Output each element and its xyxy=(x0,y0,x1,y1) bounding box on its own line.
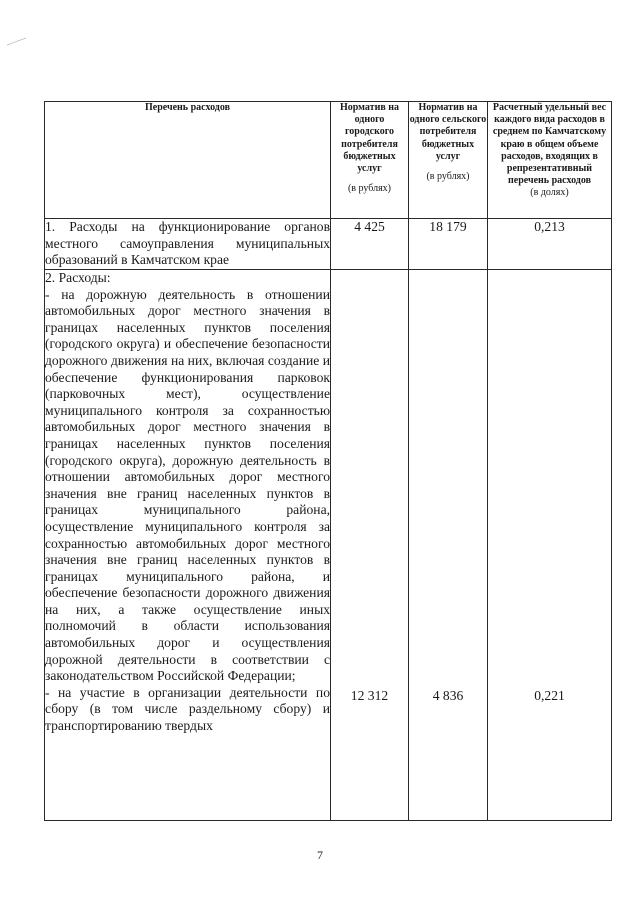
row-2-share-cell xyxy=(488,270,612,821)
header-share-text: Расчетный удельный вес каждого вида расходов в среднем по Камчатскому краю в общем объеме расходов, входящих в репрезентативный перечень расходов xyxy=(492,102,607,187)
header-share xyxy=(488,102,612,219)
header-expense-list: Перечень расходов xyxy=(45,102,331,219)
header-rural-unit: (в рублях) xyxy=(426,171,470,183)
table-row xyxy=(45,270,612,821)
scan-scratch-mark xyxy=(6,36,28,46)
page-number: 7 xyxy=(317,848,323,862)
header-rural-norm xyxy=(409,102,488,219)
row-1-share: 0,213 xyxy=(488,219,612,270)
header-share-unit: (в долях) xyxy=(530,187,569,199)
row-2-rural-cell xyxy=(409,270,488,821)
row-2-title: 2. Расходы: xyxy=(45,270,111,285)
table-row xyxy=(45,219,612,270)
row-1-rural: 18 179 xyxy=(409,219,488,270)
table-header-row xyxy=(45,102,612,219)
row-1-description: 1. Расходы на функционирование органов местного самоуправления муниципальных образований в Камчатском крае xyxy=(45,219,331,270)
expense-norms-table xyxy=(44,101,612,821)
header-urban-norm-text: Норматив на одного городского потребителя бюджетных услуг xyxy=(339,102,399,175)
row-2-description xyxy=(45,270,331,821)
header-urban-unit: (в рублях) xyxy=(347,183,392,195)
row-2-share: 0,221 xyxy=(534,688,565,703)
row-1-urban: 4 425 xyxy=(331,219,409,270)
row-2-text: - на дорожную деятельность в отношении автомобильных дорог местного значения в границах населенных пунктов поселения (городского округа) и обеспечение безопасности дорожного движения на них, включая создание и обеспечение функционирования парковок (парковочных мест), осуществление муниципального контроля за сохранностью автомобильных дорог местного значения в границах населенных пунктов поселения (городского округа), дорожную деятельность в отношении автомобильных дорог местного значения вне границ населенных пунктов в границах муниципального района, осуществление муниципального контроля за сохранностью автомобильных дорог местного значения вне границ населенных пунктов в границах муниципального района, и обеспечение безопасности дорожного движения на них, а также осуществление иных полномочий в области использования автомобильных дорог и осуществления дорожной деятельности в соответствии с законодательством Российской Федерации; xyxy=(45,286,330,684)
row-2-urban-cell xyxy=(331,270,409,821)
row-2-urban: 12 312 xyxy=(350,688,389,703)
row-2-text-continued: - на участие в организации деятельности по сбору (в том числе раздельному сбору) и транспортированию твердых xyxy=(45,684,330,734)
header-urban-norm xyxy=(331,102,409,219)
row-2-rural: 4 836 xyxy=(432,688,464,703)
header-rural-norm-text: Норматив на одного сельского потребителя бюджетных услуг xyxy=(409,102,487,162)
